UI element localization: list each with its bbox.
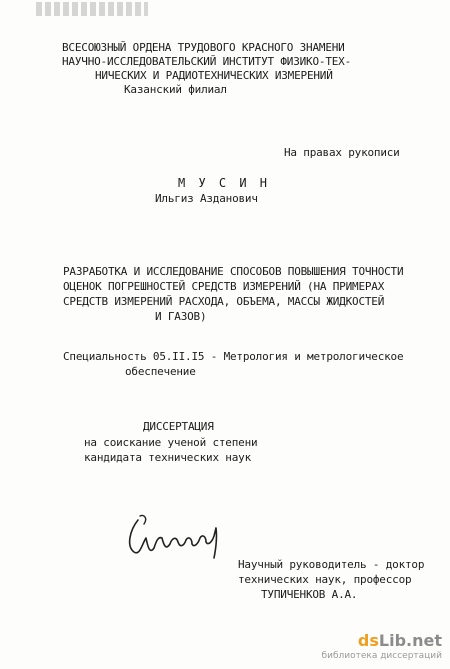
archive-stamp xyxy=(36,2,148,16)
header-line-1: ВСЕСОЮЗНЫЙ ОРДЕНА ТРУДОВОГО КРАСНОГО ЗНАМЕНИ xyxy=(62,41,345,54)
header-line-4: Казанский филиал xyxy=(124,83,227,96)
dslib-watermark[interactable] xyxy=(322,631,442,661)
supervisor-line-1: Научный руководитель - доктор xyxy=(238,558,425,571)
title-line-2: ОЦЕНОК ПОГРЕШНОСТЕЙ СРЕДСТВ ИЗМЕРЕНИЙ (НА ПРИМЕРАХ xyxy=(63,280,385,293)
title-line-4: И ГАЗОВ) xyxy=(155,310,207,323)
specialty-line-2: обеспечение xyxy=(125,365,196,378)
author-signature xyxy=(120,508,220,568)
header-line-3: НИЧЕСКИХ И РАДИОТЕХНИЧЕСКИХ ИЗМЕРЕНИЙ xyxy=(95,69,333,82)
supervisor-line-3: ТУПИЧЕНКОВ А.А. xyxy=(261,588,358,601)
manuscript-note: На правах рукописи xyxy=(284,146,400,159)
author-name: Ильгиз Азданович xyxy=(155,192,258,205)
author-surname: М У С И Н xyxy=(178,176,271,190)
dissertation-heading: ДИССЕРТАЦИЯ xyxy=(143,420,214,433)
supervisor-line-2: технических наук, профессор xyxy=(238,573,412,586)
title-line-1: РАЗРАБОТКА И ИССЛЕДОВАНИЕ СПОСОБОВ ПОВЫШЕНИЯ ТОЧНОСТИ xyxy=(63,265,404,278)
header-line-2: НАУЧНО-ИССЛЕДОВАТЕЛЬСКИЙ ИНСТИТУТ ФИЗИКО-ТЕХ- xyxy=(62,55,352,68)
dslib-logo: dsLib.net xyxy=(357,631,442,650)
specialty-line-1: Специальность 05.II.I5 - Метрология и метрологическое xyxy=(63,350,404,363)
dslib-subtitle: библиотека диссертаций xyxy=(321,651,442,661)
dissertation-line-2: на соискание ученой степени xyxy=(84,436,258,449)
title-line-3: СРЕДСТВ ИЗМЕРЕНИЙ РАСХОДА, ОБЪЕМА, МАССЫ ЖИДКОСТЕЙ xyxy=(63,295,385,308)
dissertation-line-3: кандидата технических наук xyxy=(84,451,251,464)
